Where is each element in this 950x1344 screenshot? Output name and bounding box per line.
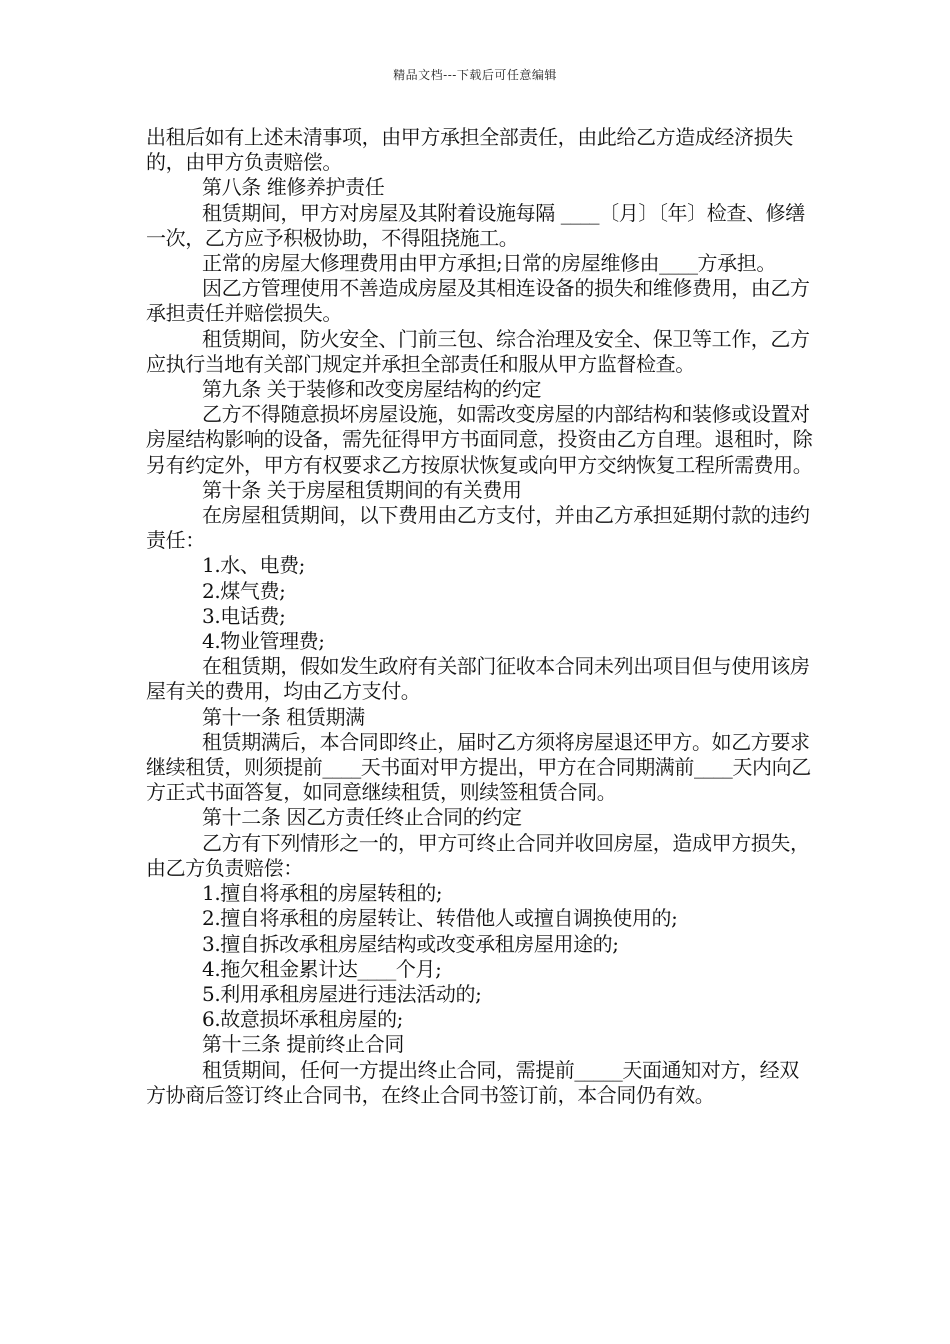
list-item: 4.物业管理费; — [202, 629, 325, 654]
paragraph: 乙方不得随意损坏房屋设施，如需改变房屋的内部结构和装修或设置对房屋结构影响的设备，需先征得甲方书面同意，投资由乙方自理。退租时，除另有约定外，甲方有权要求乙方按原状恢复或向甲方交纳恢复工程所需费用。 — [146, 402, 813, 477]
paragraph: 因乙方管理使用不善造成房屋及其相连设备的损失和维修费用，由乙方承担责任并赔偿损失。 — [146, 276, 810, 326]
section-heading: 第八条 维修养护责任 — [202, 175, 385, 200]
list-item: 2.擅自将承租的房屋转让、转借他人或擅自调换使用的; — [202, 906, 678, 931]
paragraph: 在租赁期，假如发生政府有关部门征收本合同未列出项目但与使用该房屋有关的费用，均由乙方支付。 — [146, 654, 810, 704]
section-heading: 第十三条 提前终止合同 — [202, 1032, 404, 1057]
list-item: 4.拖欠租金累计达____个月; — [202, 956, 442, 981]
list-item: 5.利用承租房屋进行违法活动的; — [202, 981, 482, 1006]
paragraph: 租赁期间，任何一方提出终止合同，需提前_____天面通知对方，经双方协商后签订终止合同书，在终止合同书签订前，本合同仍有效。 — [146, 1057, 799, 1107]
document-body — [146, 125, 818, 1108]
paragraph: 乙方有下列情形之一的，甲方可终止合同并收回房屋，造成甲方损失，由乙方负责赔偿： — [146, 830, 810, 880]
list-item: 1.擅自将承租的房屋转租的; — [202, 881, 443, 906]
list-item: 3.擅自拆改承租房屋结构或改变承租房屋用途的; — [202, 931, 619, 956]
section-heading: 第十条 关于房屋租赁期间的有关费用 — [202, 477, 522, 502]
section-heading: 第十二条 因乙方责任终止合同的约定 — [202, 805, 522, 830]
paragraph: 正常的房屋大修理费用由甲方承担;日常的房屋维修由____方承担。 — [202, 251, 776, 276]
page-header: 精品文档---下载后可任意编辑 — [393, 68, 557, 82]
paragraph: 租赁期满后，本合同即终止，届时乙方须将房屋退还甲方。如乙方要求继续租赁，则须提前____天书面对甲方提出，甲方在合同期满前____天内向乙方正式书面答复，如同意继续租赁，则续签租赁合同。 — [146, 729, 811, 805]
paragraph: 在房屋租赁期间，以下费用由乙方支付，并由乙方承担延期付款的违约责任： — [146, 503, 810, 553]
section-heading: 第九条 关于装修和改变房屋结构的约定 — [202, 377, 542, 402]
section-heading: 第十一条 租赁期满 — [202, 704, 365, 729]
list-item: 1.水、电费; — [202, 553, 306, 578]
paragraph: 租赁期间，甲方对房屋及其附着设施每隔 ____〔月〕〔年〕检查、修缮一次，乙方应予积极协助，不得阻挠施工。 — [146, 200, 805, 250]
list-item: 3.电话费; — [202, 603, 286, 628]
list-item: 2.煤气费; — [202, 578, 286, 603]
paragraph: 出租后如有上述未清事项，由甲方承担全部责任，由此给乙方造成经济损失的，由甲方负责赔偿。 — [146, 125, 793, 175]
paragraph: 租赁期间，防火安全、门前三包、综合治理及安全、保卫等工作，乙方应执行当地有关部门规定并承担全部责任和服从甲方监督检查。 — [146, 326, 810, 376]
list-item: 6.故意损坏承租房屋的; — [202, 1007, 404, 1032]
